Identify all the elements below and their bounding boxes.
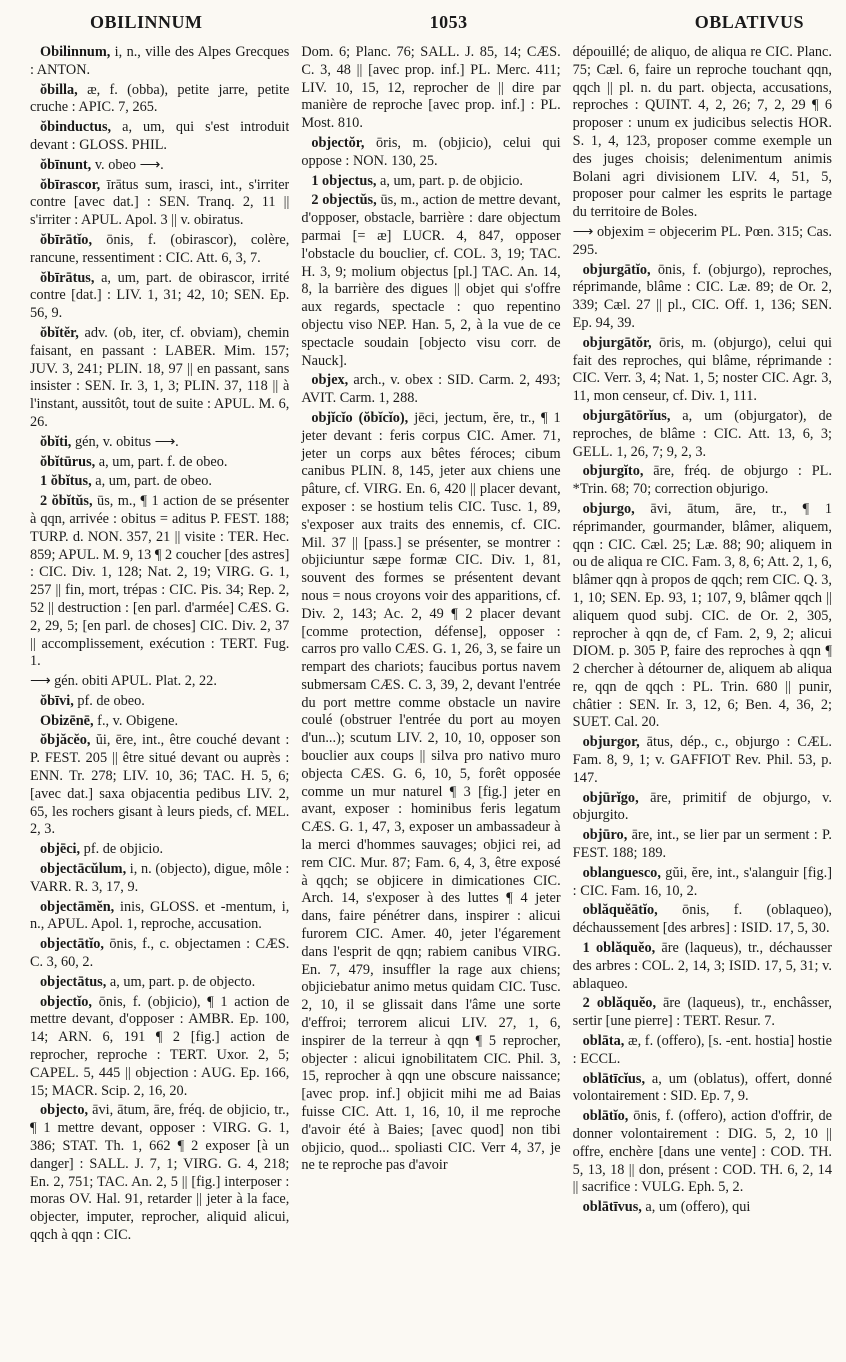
entry-definition: a, um, part. p. de objecto. (106, 973, 256, 990)
entry-definition: dépouillé; de aliquo, de aliqua re CIC. Planc. 75; Cæl. 6, faire un reproche touchant qqn, qqch || pl. n. du part. objecta, accusations, reproches : QUINT. 4, 2, 26; 7, 2, 29 ¶ 6 proposer : unum ex judicibus selectis HOR. S. 1, 4, 123, proposer comme exemple un des juges choisis; delenimentum animis Bolani agri divisionem LIV. 4, 51, 5, proposer pour calmer les esprits le partage du territoire de Boles. (572, 44, 832, 221)
entry-headword: objūro, (582, 827, 628, 844)
entry-headword: ŏbīrātĭo, (40, 231, 93, 248)
running-head-left: OBILINNUM (90, 11, 203, 32)
entry-definition: ōnis, f., c. objectamen : CÆS. C. 3, 60, 2. (30, 936, 290, 971)
dictionary-entry (30, 713, 289, 731)
dictionary-entry (30, 177, 289, 230)
dictionary-entry (573, 1199, 832, 1217)
entry-headword: objectātus, (40, 973, 107, 990)
entry-headword: objĭcĭo (ŏbĭcĭo), (311, 409, 409, 426)
entry-headword: Obizēnē, (40, 712, 94, 729)
entry-headword: ŏbĭtĕr, (40, 324, 79, 341)
entry-definition: a, um (oblatus), offert, donné volontairement : SID. Ep. 7, 9. (572, 1070, 832, 1105)
entry-headword: objex, (311, 372, 349, 389)
dictionary-entry (30, 454, 289, 472)
entry-headword: 2 oblăquĕo, (582, 995, 657, 1012)
entry-headword: ŏbīnunt, (40, 156, 92, 173)
dictionary-entry (30, 994, 289, 1101)
entry-definition: a, um (offero), qui (641, 1199, 751, 1216)
page-header (30, 0, 832, 44)
entry-definition: gén, v. obitus ⟶. (71, 433, 179, 450)
entry-definition: āvi, ātum, āre, fréq. de objicio, tr., ¶ 1 mettre devant, opposer : VIRG. G. 1, 386; STAT. Th. 1, 662 ¶ 2 exposer [à un danger] : SALL. J. 7, 1; VIRG. G. 4, 218; En. 2, 751; TAC. An. 2, 5 || [fig.] interposer : moras OV. Hal. 91, retarder || jeter à la face, objecter, imputer, reprocher, aliquid alicui, qqch à qqn : CIC. (30, 1102, 290, 1243)
entry-definition: ⟶ objexim = objecerim PL. Pœn. 315; Cas. 295. (572, 223, 832, 258)
entry-headword: objurgor, (582, 734, 640, 751)
dictionary-entry (30, 673, 289, 691)
dictionary-entry (301, 410, 560, 1175)
entry-definition: ŭi, ēre, int., être couché devant : P. FEST. 205 || être situé devant ou auprès : ENN. Tr. 278; LIV. 10, 36; TAC. H. 5, 6; [avec dat.] saxa objacentia pedibus LIV. 2, 65, les rochers gisant à leurs pieds, cf. MEL. 2, 3. (30, 732, 290, 838)
dictionary-entry (573, 902, 832, 938)
dictionary-entry (573, 262, 832, 333)
entry-headword: oblātĭo, (582, 1108, 629, 1125)
entry-definition: pf. de objicio. (80, 841, 164, 858)
entry-headword: oblāta, (582, 1033, 625, 1050)
entry-headword: ŏbĭti, (40, 433, 72, 450)
entry-headword: ŏbilla, (40, 81, 78, 98)
entry-headword: objurgĭto, (582, 463, 644, 480)
entry-headword: ŏbīrascor, (40, 176, 101, 193)
entry-definition: āvi, ātum, āre, tr., ¶ 1 réprimander, gourmander, blâmer, aliquem, qqn : CIC. Cæl. 25; Læ. 88; 90; aliquem in ou de aliqua re CIC. Fam. 3, 8, 6; Att. 2, 1, 6, blâmer qqn à propos de qqch; rem CIC. Q. 3, 1, 10; SEN. Ep. 93, 1; 107, 9, blâmer qqch || aliquem quod subj. CIC. de Or. 2, 305, reprocher à qqn de, cf Fam. 2, 9, 2; alicui DIOM. p. 305 P, faire des reproches à qqn ¶ 2 chercher à détourner de, aliquem ab aliqua re, qqn de qqch : PL. Trin. 680 || punir, châtier : SEN. Ir. 3, 12, 6; Ben. 4, 36, 2; SUET. Cal. 20. (572, 500, 832, 731)
page-number: 1053 (429, 11, 468, 32)
entry-definition: adv. (ob, iter, cf. obviam), chemin faisant, en passant : LABER. Mim. 157; JUV. 3, 241; PLIN. 18, 97 || en passant, sans insister : SEN. Ir. 3, 1, 3; PLIN. 37, 118 || à l'instant, aussitôt, tout de suite : APUL. M. 6, 26. (30, 324, 290, 430)
entry-definition: ōnis, f. (oblaqueo), déchaussement [des arbres] : ISID. 17, 5, 30. (572, 902, 832, 937)
entry-headword: objectācŭlum, (40, 861, 127, 878)
entry-headword: objurgātĭo, (582, 261, 651, 278)
entry-definition: ūs, m., action de mettre devant, d'opposer, obstacle, barrière : dare objectum parmai [= æ] LUCR. 4, 847, opposer l'obstacle du bouclier, cf. COL. 3, 19; TAC. H. 3, 9; molium objectus [pl.] TAC. An. 14, 8, la barrière des digues || objet qui s'offre aux regards, spectacle : quo repentino objectu viso NEP. Han. 5, 2, à la vue de ce spectacle soudain [objecto visu corr. de Nauck]. (301, 192, 561, 369)
entry-headword: objectāmĕn, (40, 898, 115, 915)
dictionary-entry (573, 408, 832, 461)
entry-headword: 2 ŏbĭtŭs, (40, 493, 93, 510)
entry-definition: ōris, m. (objicio), celui qui oppose : NON. 130, 25. (301, 134, 561, 169)
dictionary-entry (301, 44, 560, 133)
dictionary-entry (30, 936, 289, 972)
entry-headword: objurgātŏr, (582, 334, 652, 351)
entry-headword: 1 oblăquĕo, (582, 940, 656, 957)
entry-definition: pf. de obeo. (73, 692, 145, 709)
entry-definition: āre (laqueus), tr., déchausser des arbres : COL. 2, 14, 3; ISID. 17, 5, 31; v. ablaqueo. (572, 940, 832, 992)
entry-headword: ŏbīrātus, (40, 269, 95, 286)
dictionary-entry (573, 335, 832, 406)
entry-headword: objurgo, (582, 500, 635, 517)
column-left (30, 44, 289, 1354)
entry-definition: i, n., ville des Alpes Grecques : ANTON. (30, 44, 290, 78)
running-head-right: OBLATIVUS (694, 11, 804, 32)
entry-definition: v. obeo ⟶. (91, 156, 164, 173)
entry-headword: ŏbjăcĕo, (40, 732, 91, 749)
entry-headword: oblăquĕātĭo, (582, 902, 658, 919)
dictionary-entry (573, 1071, 832, 1107)
entry-headword: 1 ŏbĭtus, (40, 473, 92, 490)
entry-headword: objectĭo, (40, 993, 93, 1010)
entry-definition: æ, f. (offero), [s. -ent. hostia] hostie : ECCL. (572, 1033, 832, 1067)
column-middle (301, 44, 560, 1354)
dictionary-entry (573, 463, 832, 499)
dictionary-entry (30, 232, 289, 268)
dictionary-entry (573, 44, 832, 222)
dictionary-entry (30, 325, 289, 432)
dictionary-entry (573, 790, 832, 826)
entry-definition: īrātus sum, irasci, int., s'irriter contre [avec dat.] : SEN. Tranq. 2, 11 || s'irriter : APUL. Apol. 3 || v. obiratus. (30, 176, 290, 229)
dictionary-entry (30, 119, 289, 155)
dictionary-entry (30, 270, 289, 323)
entry-headword: objecto, (40, 1102, 89, 1119)
entry-definition: āre, fréq. de objurgo : PL. *Trin. 68; 70; correction objurigo. (572, 463, 832, 498)
entry-definition: āre (laqueus), tr., enchâsser, sertir [une pierre] : TERT. Resur. 7. (572, 995, 832, 1030)
dictionary-entry (301, 135, 560, 171)
dictionary-entry (573, 734, 832, 787)
entry-definition: ⟶ gén. obiti APUL. Plat. 2, 22. (30, 673, 217, 690)
entry-headword: oblanguesco, (582, 864, 661, 881)
entry-definition: āre, int., se lier par un serment : P. FEST. 188; 189. (572, 827, 832, 862)
dictionary-entry (30, 473, 289, 491)
entry-headword: ŏbinductus, (40, 119, 112, 136)
entry-definition: i, n. (objecto), digue, môle : VARR. R. 3, 17, 9. (30, 861, 290, 895)
entry-headword: objectŏr, (311, 134, 365, 151)
entry-definition: āre, primitif de objurgo, v. objurgito. (572, 789, 832, 824)
entry-headword: objectātĭo, (40, 936, 104, 953)
dictionary-entry (30, 82, 289, 118)
dictionary-entry (573, 1108, 832, 1197)
dictionary-entry (30, 1102, 289, 1244)
entry-definition: a, um, part. de obeo. (91, 473, 212, 490)
dictionary-entry (573, 224, 832, 260)
entry-headword: oblātīcĭus, (582, 1070, 646, 1087)
entry-definition: ōris, m. (objurgo), celui qui fait des reproches, qui blâme, réprimande : CIC. Verr. 3, 4; Nat. 1, 5; noster CIC. Agr. 3, 11, mon censeur, cf. Div. 1, 111. (572, 334, 832, 405)
entry-headword: objēci, (40, 841, 81, 858)
entry-definition: gŭi, ĕre, int., s'alanguir [fig.] : CIC. Fam. 16, 10, 2. (572, 864, 832, 899)
dictionary-entry (30, 693, 289, 711)
entry-definition: f., v. Obigene. (93, 712, 179, 729)
entry-definition: ātus, dép., c., objurgo : CÆL. Fam. 8, 9, 1; v. GAFFIOT Rev. Phil. 53, p. 147. (572, 734, 832, 786)
entry-definition: a, um, part. f. de obeo. (95, 453, 228, 470)
entry-definition: ōnis, f. (objicio), ¶ 1 action de mettre devant, d'opposer : AMBR. Ep. 100, 14; ARN. 6, 191 ¶ 2 [fig.] action de reprocher, reproche : TERT. Uxor. 2, 5; CAPEL. 5, 445 || objection : AUG. Ep. 166, 15; MACR. Scip. 2, 16, 20. (30, 993, 290, 1099)
entry-headword: oblātīvus, (582, 1199, 642, 1216)
entry-definition: æ, f. (obba), petite jarre, petite cruche : APIC. 7, 265. (30, 81, 290, 116)
entry-headword: ŏbĭtūrus, (40, 453, 96, 470)
dictionary-entry (573, 501, 832, 732)
dictionary-entry (573, 995, 832, 1031)
text-columns (30, 44, 832, 1354)
entry-definition: ōnis, f. (objurgo), reproches, réprimande, blâme : CIC. Læ. 89; de Or. 2, 339; Cæl. 27 || pl., CIC. Off. 1, 136; SEN. Ep. 94, 39. (572, 261, 832, 331)
entry-definition: a, um, part. p. de objicio. (376, 172, 523, 189)
dictionary-entry (30, 841, 289, 859)
dictionary-entry (573, 827, 832, 863)
entry-definition: inis, GLOSS. et -mentum, i, n., APUL. Apol. 1, reproche, accusation. (30, 898, 290, 933)
entry-definition: jēci, jectum, ĕre, tr., ¶ 1 jeter devant : feris corpus CIC. Amer. 71, jeter un corps aux bêtes féroces; cibum canibus PLIN. 8, 145, jeter aux chiens une pâture, cf. VIRG. En. 6, 420 || placer devant, exposer : se hostium telis CIC. Tusc. 1, 89, s'exposer aux traits des ennemis, cf. CIC. Mil. 37 || [pass.] se présenter, se montrer : objiciuntur sæpe formæ CIC. Div. 1, 81, souvent des formes se présentent devant nous = nous croyons voir des apparitions, cf. Div. 2, 143; Ac. 2, 49 ¶ 2 placer devant [comme protection, défense], opposer : carros pro vallo CÆS. G. 1, 26, 3, se faire un rempart des chariots; faucibus portus navem submersam CÆS. C. 3, 39, 2, devant l'entrée du port mettre comme obstacle un navire coulé (obstruer l'entrée du port au moyen d'un...); scutum LIV. 2, 10, 10, opposer son bouclier aux coups || silva pro nativo muro objecta CÆS. G. 6, 10, 5, forêt opposée comme un mur naturel ¶ 3 [fig.] jeter en avant, exposer : hominibus feris legatum CÆS. G. 1, 47, 3, exposer un ambassadeur à la merci d'hommes sauvages; objici rei, ad rem CIC. Mur. 87; Fam. 6, 4, 3, être exposé à qqch; se objicere in dimicationes CIC. Arch. 14, s'exposer à des luttes ¶ 4 jeter dans, faire pénétrer dans, inspirer : alicui furorem CIC. Amer. 40, jeter l'égarement dans l'esprit de qqn; rabiem canibus VIRG. En. 7, 479, insuffler la rage aux chiens; objiciebatur animo metus quidam CIC. Tusc. 2, 10, il se glissait dans l'âme une sorte d'effroi; terrorem alicui LIV. 27, 1, 6, inspirer de la terreur à qqn ¶ 5 reprocher, objecter : alicui ignobilitatem CIC. Phil. 3, 15, reprocher à qqn une obscure naissance; [avec prop. inf.] objicit mihi me ad Baias fuisse CIC. Att. 1, 16, 10, il me reproche d'avoir été à Baies; [avec quod] non tibi objicio, quod... spoliasti CIC. Verr 4, 37, je ne te reproche pas d'avoir (301, 409, 561, 1174)
entry-headword: Obilinnum, (40, 44, 111, 60)
dictionary-entry (30, 899, 289, 935)
dictionary-entry (30, 434, 289, 452)
entry-headword: ŏbīvi, (40, 692, 74, 709)
dictionary-entry (30, 44, 289, 80)
entry-definition: ōnis, f. (obirascor), colère, rancune, ressentiment : CIC. Att. 6, 3, 7. (30, 231, 290, 266)
entry-definition: a, um (objurgator), de reproches, de blâme : CIC. Att. 13, 6, 3; GELL. 1, 26, 7; 9, 2, 3. (572, 407, 832, 460)
entry-headword: objūrĭgo, (582, 789, 639, 806)
dictionary-entry (573, 865, 832, 901)
entry-headword: 2 objectŭs, (311, 192, 377, 209)
entry-headword: objurgātōrĭus, (582, 407, 671, 424)
dictionary-entry (301, 372, 560, 408)
column-right (573, 44, 832, 1354)
dictionary-entry (301, 192, 560, 370)
dictionary-entry (30, 493, 289, 671)
entry-definition: ūs, m., ¶ 1 action de se présenter à qqn, arrivée : obitus = aditus P. FEST. 188; TURP. d. NON. 357, 21 || visite : TER. Hec. 859; APUL. M. 9, 13 ¶ 2 coucher [des astres] : CIC. Div. 1, 128; Nat. 2, 19; VIRG. G. 1, 257 || fin, mort, trépas : CIC. Pis. 34; Rep. 2, 52 || destruction : [en parl. d'armée] CÆS. G. 2, 29, 5; [en parl. de choses] CIC. Div. 2, 37 || accomplissement, exécution : TERT. Fug. 1. (30, 493, 290, 670)
entry-definition: ōnis, f. (offero), action d'offrir, de donner volontairement : DIG. 5, 2, 10 || offre, enchère [dans une vente] : COD. TH. 5, 13, 18 || don, présent : COD. TH. 6, 2, 14 || sacrifice : VULG. Eph. 5, 2. (572, 1108, 832, 1196)
entry-definition: arch., v. obex : SID. Carm. 2, 493; AVIT. Carm. 1, 288. (301, 372, 561, 407)
entry-definition: Dom. 6; Planc. 76; SALL. J. 85, 14; CÆS. C. 3, 48 || [avec prop. inf.] PL. Merc. 411; LIV. 10, 15, 12, reprocher de || dire par manière de reproche [avec prop. inf.] : PL. Most. 810. (301, 44, 561, 132)
dictionary-entry (30, 732, 289, 839)
dictionary-entry (573, 1033, 832, 1069)
entry-definition: a, um, part. de obirascor, irrité contre [dat.] : LIV. 1, 31; 42, 10; SEN. Ep. 56, 9. (30, 269, 290, 322)
dictionary-entry (30, 974, 289, 992)
entry-definition: a, um, qui s'est introduit devant : GLOSS. PHIL. (30, 119, 290, 153)
dictionary-entry (301, 173, 560, 191)
entry-headword: 1 objectus, (311, 172, 377, 189)
dictionary-entry (30, 157, 289, 175)
dictionary-entry (30, 861, 289, 897)
dictionary-entry (573, 940, 832, 993)
